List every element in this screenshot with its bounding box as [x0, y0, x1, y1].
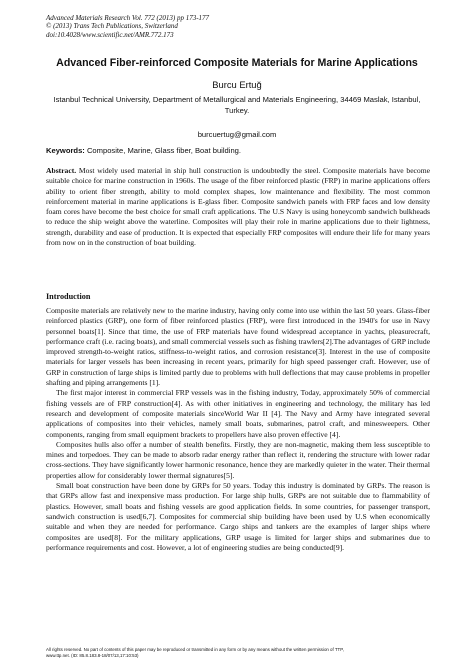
author-name: Burcu Ertuğ — [212, 79, 262, 90]
journal-citation: Advanced Materials Research Vol. 772 (2013) pp 173-177 — [46, 14, 210, 22]
journal-copyright: © (2013) Trans Tech Publications, Switzerland — [46, 22, 178, 31]
body-paragraph: Composites hulls also offer a number of stealth benefits. Firstly, they are non-magnetic, making them less susceptible to mines and torpedoes. They can be made to absorb radar energy rather than reflect it, rendering the structure with lower radar cross-sections. They have significantly lower harmonic resonance, hence they are markedly quieter in the water. Their thermal properties allow for considerably lower thermal signatures[5]. — [46, 439, 430, 480]
paper-title: Advanced Fiber-reinforced Composite Materials for Marine Applications — [56, 57, 418, 69]
keywords-text: Composite, Marine, Glass fiber, Boat building. — [86, 146, 242, 155]
abstract-label: Abstract. — [46, 166, 77, 175]
body-paragraph: Composite materials are relatively new to the marine industry, having only come into use within the last 50 years. Glass-fiber reinforced plastics (GRP), one form of fiber reinforced plastics (FRP), were first introduced in the 1940's for use in Navy personnel boats[1]. Since that time, the use of FRP materials have found widespread acceptance in yachts, pleasurecraft, performance craft (i.e. racing boats), and small commercial vessels such as fishing trawlers[2].The advantages of GRP include improved strength-to-weight ratios, stiffness-to-weight ratios, and corrosion resistance[3]. Interest in the use of composite materials for larger vessels has been increasing in recent years, primarily for high speed passenger craft. However, use of GRP in construction of large ships is limited partly due to problems with hull deflections that may cause problems in propeller shafting and piping arrangements [1]. — [46, 306, 430, 388]
section-heading-introduction: Introduction — [46, 292, 91, 301]
abstract-text: Most widely used material in ship hull construction is undoubtedly the steel. Composite materials have become suitable choice for marine construction in 1960s. The usage of the fiber reinforced plastic (FRP) in marine applications offers ability to orient fiber strength, ability to mold complex shapes, low maintenance and flexibility. The most common reinforcement material in marine applications is E-glass fiber. Composite sandwich panels with FRP faces and low density foam cores have become the best choice for small craft applications. The U.S Navy is using honeycomb sandwich bulkheads to reduce the ship weight above the waterline. Composites will play their role in marine applications due to their lightness, strength, durability and ease of production. It is expected that especially FRP composites will endure their life for many years from now on in the construction of boat building. — [46, 166, 431, 248]
journal-doi: doi:10.4028/www.scientific.net/AMR.772.173 — [46, 30, 174, 39]
keywords-label: Keywords: — [46, 146, 85, 155]
journal-info — [46, 14, 209, 39]
author-email[interactable]: burcuertug@gmail.com — [197, 130, 277, 139]
copyright-footer — [46, 647, 436, 658]
body-paragraph: The first major interest in commercial FRP vessels was in the fishing industry, Today, approximately 50% of commercial fishing vessels are of FRP construction[4]. As with other initiatives in engineering and technology, the military has led research and development of composite materials sinceWorld War II [4]. The Navy and Army have integrated several applications of composites into their vehicles, namely small boats, submarines, patrol craft, and minesweepers. Other components, ranging from small equipment brackets to propellers have also proven effective [4]. — [46, 388, 430, 439]
abstract — [46, 166, 430, 248]
body-paragraph: Small boat construction have been done by GRPs for 50 years. Today this industry is dominated by GRPs. The reason is that GRPs allow fast and inexpensive mass production. For large ship hulls, GRPs are not suitable due to flammability of plastics. However, small boats and fishing vessels are good application fields. In some countries, for passenger transport, sandwich construction is used[6,7]. Composites for commercial ship building have been used by U.S when economically suitable and when they are needed for performance. Cargo ships and tankers are the examples of larger ships where composites are used[8]. For the military applications, GRP usage is limited for larger ships and submarines due to performance requirements and cost. However, a lot of engineering studies are being conducted[9]. — [46, 481, 430, 552]
footer-line: www.ttp.net. (ID: 85.8.183.8-18/07/13,17:10:53) — [46, 652, 139, 658]
footer-line: All rights reserved. No part of contents of this paper may be reproduced or transmitted in any form or by any means without the written permission of TTP, — [46, 647, 344, 652]
keywords — [46, 146, 428, 155]
introduction-body — [46, 306, 430, 553]
author-affiliation: Istanbul Technical University, Department of Metallurgical and Materials Engineering, 34469 Maslak, Istanbul, Turkey. — [53, 95, 421, 115]
